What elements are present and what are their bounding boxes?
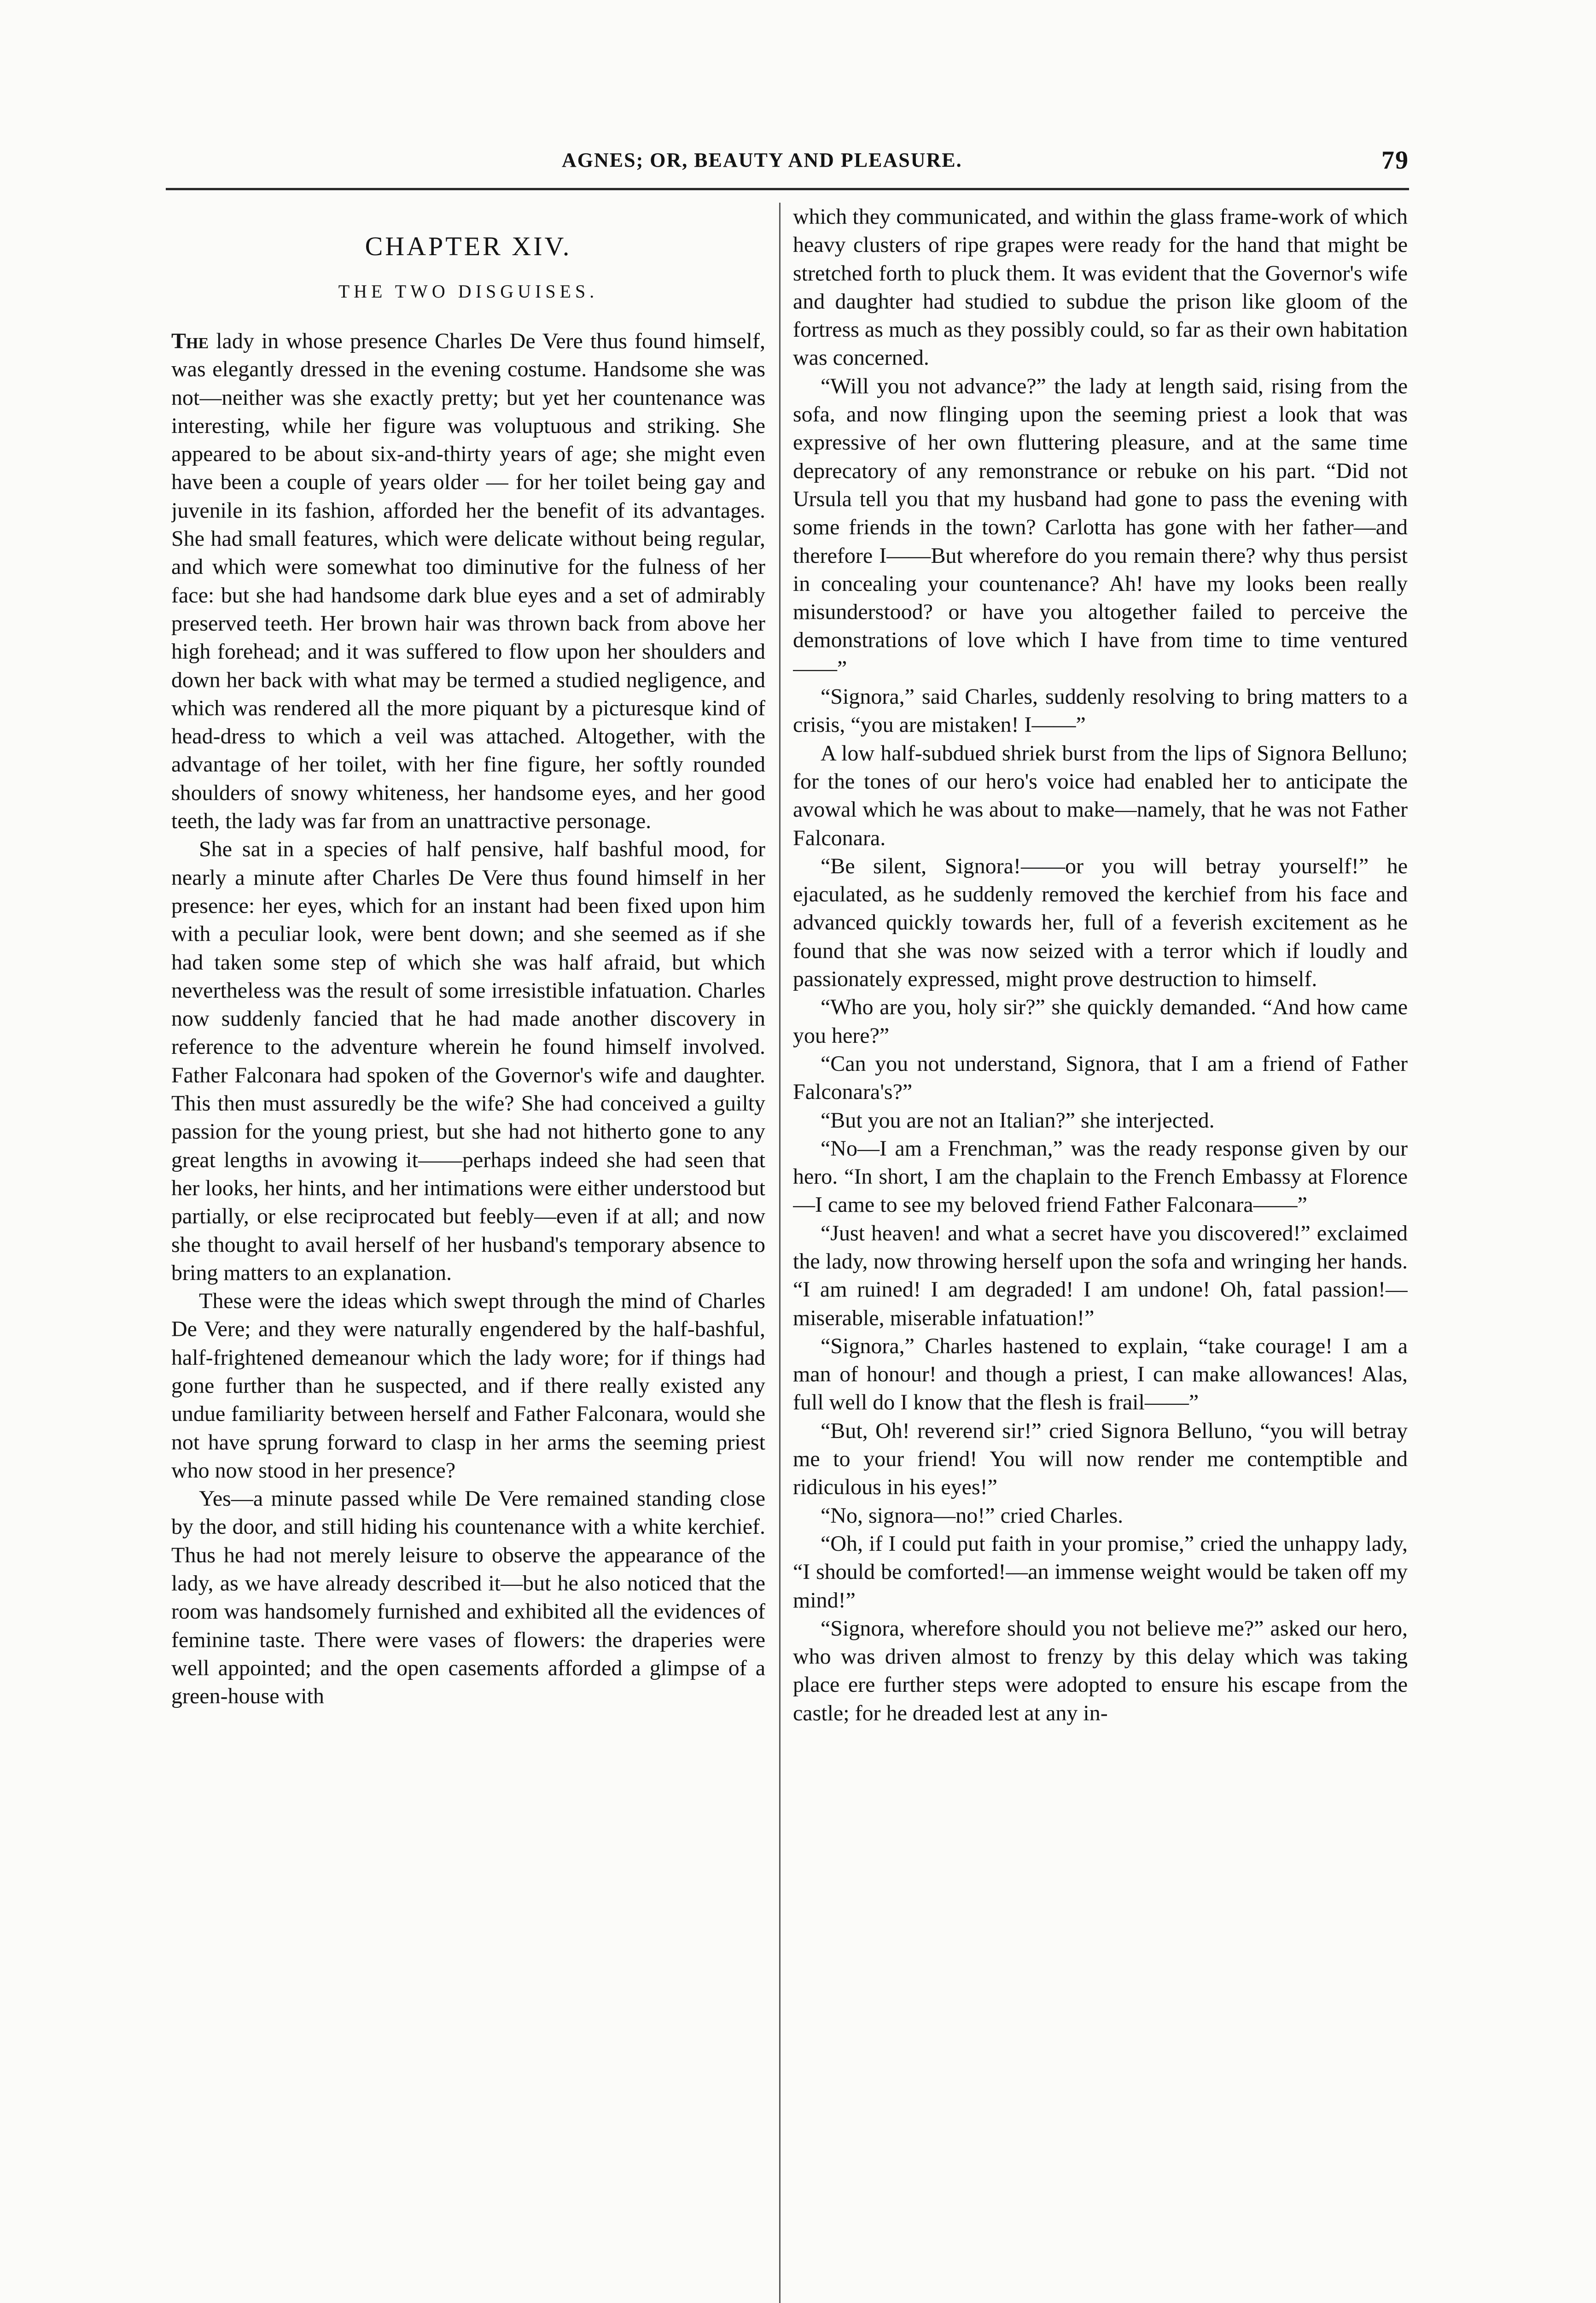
running-title: AGNES; OR, BEAUTY AND PLEASURE. [562,149,962,171]
paragraph: “No—I am a Frenchman,” was the ready response given by our hero. “In short, I am the chaplain to the French Embassy at Florence—I came to see my beloved friend Father Falconara——” [793,1136,1408,1217]
paragraph: “Can you not understand, Signora, that I am a friend of Father Falconara's?” [793,1051,1408,1105]
right-column [793,203,1408,2303]
paragraph: “Signora,” said Charles, suddenly resolving to bring matters to a crisis, “you are mistaken! I——” [793,684,1408,737]
paragraph: “Who are you, holy sir?” she quickly demanded. “And how came you here?” [793,995,1408,1048]
paragraph: “But you are not an Italian?” she interjected. [821,1108,1215,1133]
paragraph: Yes—a minute passed while De Vere remained standing close by the door, and still hiding his countenance with a white kerchief. Thus he had not merely leisure to observe the appearance of the lady, as we have already described it—but he also noticed that the room was handsomely furnished and exhibited all the evidences of feminine taste. There were vases of flowers: the draperies were well appointed; and the open casements afforded a glimpse of a green-house with [171,1486,765,1709]
running-head [166,148,1409,181]
chapter-subtitle: THE TWO DISGUISES. [338,281,599,302]
paragraph: “Oh, if I could put faith in your promise,” cried the unhappy lady, “I should be comforted!—an immense weight would be taken off my mind!” [793,1531,1408,1613]
paragraph: “Signora,” Charles hastened to explain, “take courage! I am a man of honour! and though a priest, I can make allowances! Alas, full well do I know that the flesh is frail——” [793,1333,1408,1415]
left-column [171,203,765,2303]
header-rule [166,188,1409,190]
paragraph: “But, Oh! reverend sir!” cried Signora Belluno, “you will betray me to your friend! You will now render me contemptible and ridiculous in his eyes!” [793,1418,1408,1500]
column-divider [779,203,781,2303]
paragraph: A low half-subdued shriek burst from the lips of Signora Belluno; for the tones of our hero's voice had enabled her to anticipate the avowal which he was about to make—namely, that he was not Father Falconara. [793,741,1408,850]
paragraph: “Signora, wherefore should you not believe me?” asked our hero, who was driven almost to frenzy by this delay which was taking place ere further steps were adopted to ensure his escape from the castle; for he dreaded lest at any in- [793,1616,1408,1725]
paragraph: “Will you not advance?” the lady at length said, rising from the sofa, and now flinging upon the seeming priest a look that was expressive of her own fluttering pleasure, and at the same time deprecatory of any remonstrance or rebuke on his part. “Did not Ursula tell you that my husband had gone to pass the evening with some friends in the town? Carlotta has gone with her father—and therefore I——But wherefore do you remain there? why thus persist in concealing your countenance? Ah! have my looks been really misunderstood? or have you altogether failed to perceive the demonstrations of love which I have from time to time ventured——” [793,374,1408,681]
paragraph: These were the ideas which swept through the mind of Charles De Vere; and they were naturally engendered by the half-bashful, half-frightened demeanour which the lady wore; for if things had gone further than he suspected, and if there really existed any undue familiarity between herself and Father Falconara, would she not have sprung forward to clasp in her arms the seeming priest who now stood in her presence? [171,1289,765,1483]
paragraph [171,327,765,835]
page-number: 79 [1381,146,1409,175]
opening-word: The [171,329,209,353]
chapter-title: CHAPTER XIV. [365,231,572,261]
paragraph: “Be silent, Signora!——or you will betray yourself!” he ejaculated, as he suddenly removed the kerchief from his face and advanced quickly towards her, full of a feverish excitement as he found that she was now seized with a terror which if loudly and passionately expressed, might prove destruction to himself. [793,853,1408,992]
paragraph: which they communicated, and within the glass frame-work of which heavy clusters of ripe grapes were ready for the hand that might be stretched forth to pluck them. It was evident that the Governor's wife and daughter had studied to subdue the prison like gloom of the fortress as much as they possibly could, so far as their own habitation was concerned. [793,205,1408,370]
paragraph-text: lady in whose presence Charles De Vere thus found himself, was elegantly dressed in the evening costume. Handsome she was not—neither was she exactly pretty; but yet her countenance was interesting, while her figure was voluptuous and striking. She appeared to be about six-and-thirty years of age; she might even have been a couple of years older — for her toilet being gay and juvenile in its fashion, afforded her the benefit of its advantages. She had small features, which were delicate without being regular, and which were somewhat too diminutive for the fulness of her face: but she had handsome dark blue eyes and a set of admirably preserved teeth. Her brown hair was thrown back from above her high forehead; and it was suffered to flow upon her shoulders and down her back with what may be termed a studied negligence, and which was rendered all the more piquant by a picturesque kind of head-dress to which a veil was attached. Altogether, with the advantage of her toilet, with her fine figure, her softly rounded shoulders of snowy whiteness, her handsome eyes, and her good teeth, the lady was far from an unattractive personage. [171,329,765,834]
paragraph: “Just heaven! and what a secret have you discovered!” exclaimed the lady, now throwing herself upon the sofa and wringing her hands. “I am ruined! I am degraded! I am undone! Oh, fatal passion!—miserable, miserable infatuation!” [793,1221,1408,1330]
paragraph: She sat in a species of half pensive, half bashful mood, for nearly a minute after Charles De Vere thus found himself in her presence: her eyes, which for an instant had been fixed upon him with a peculiar look, were bent down; and she seemed as if she had taken some step of which she was half afraid, but which nevertheless was the result of some irresistible infatuation. Charles now suddenly fancied that he had made another discovery in reference to the adventure wherein he found himself involved. Father Falconara had spoken of the Governor's wife and daughter. This then must assuredly be the wife? She had conceived a guilty passion for the young priest, but she had not hitherto gone to any great lengths in avowing it——perhaps indeed she had seen that her looks, her hints, and her intimations were either understood but partially, or else reciprocated but feebly—even if at all; and now she thought to avail herself of her husband's temporary absence to bring matters to an explanation. [171,837,765,1285]
paragraph: “No, signora—no!” cried Charles. [821,1503,1124,1528]
